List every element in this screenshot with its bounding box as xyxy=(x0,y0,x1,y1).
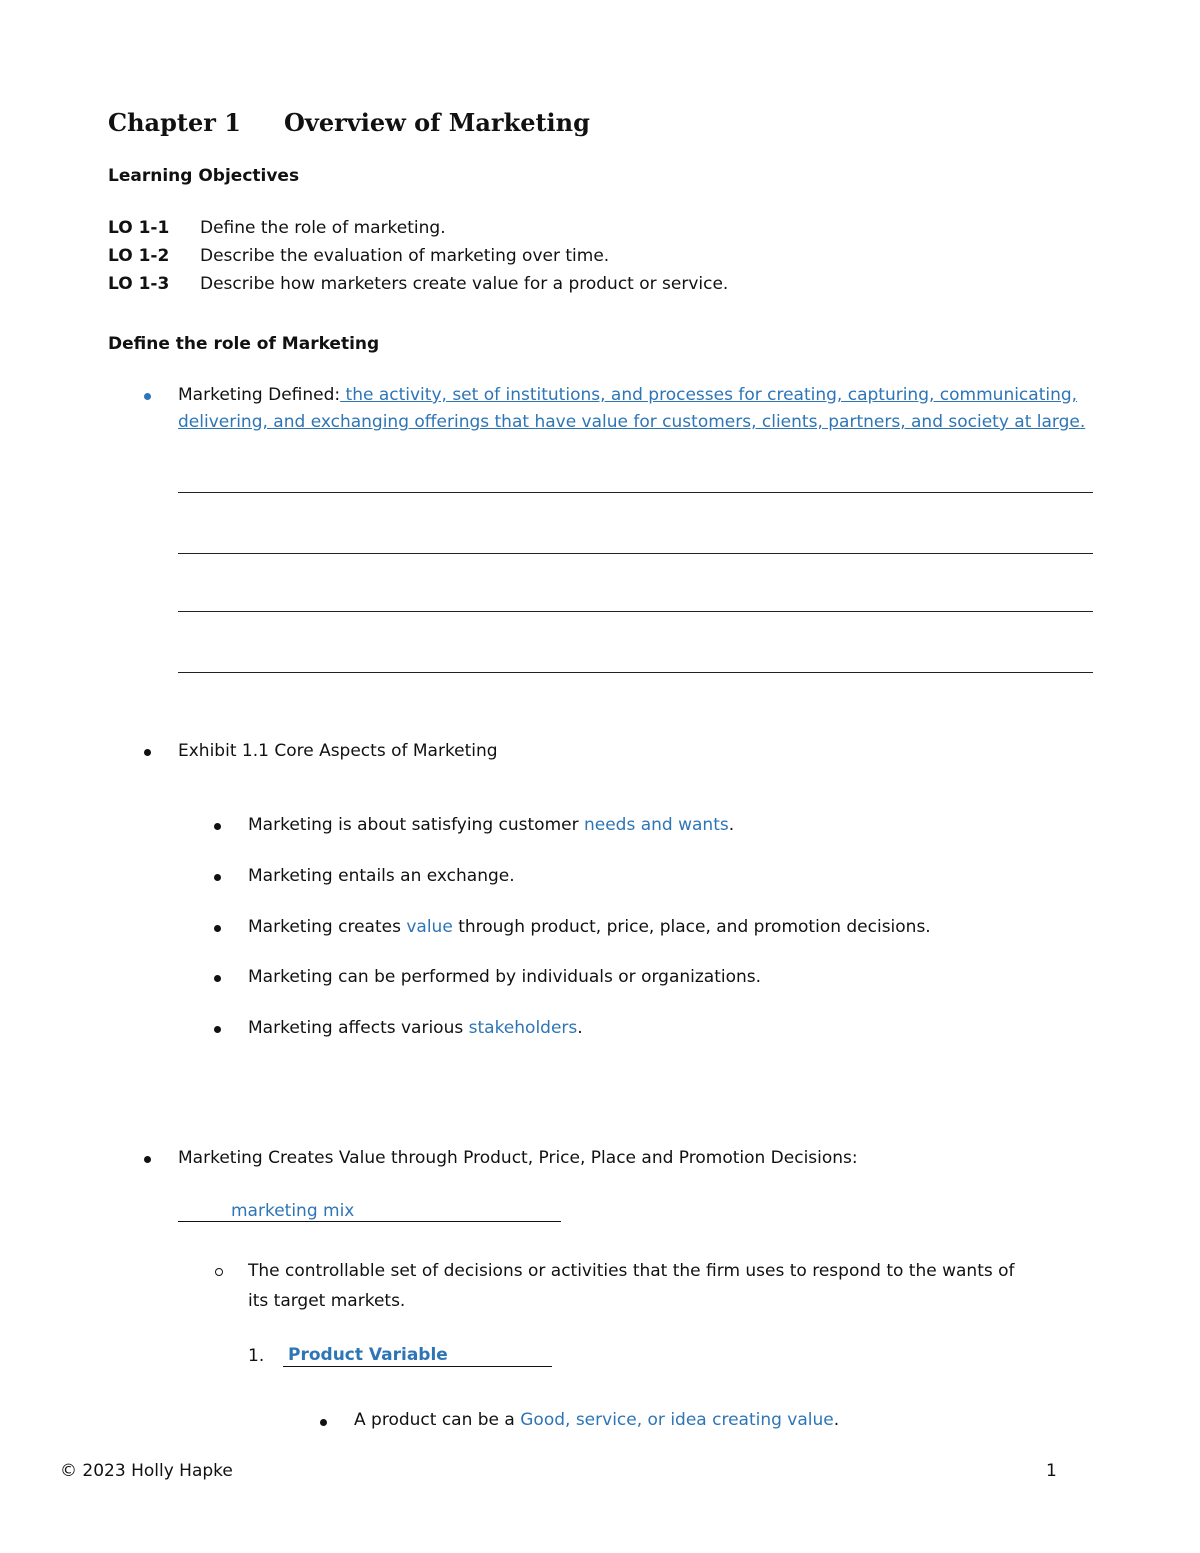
objective-text: Describe the evaluation of marketing over time. xyxy=(200,246,610,266)
marketing-mix-answer: marketing mix xyxy=(231,1201,355,1221)
item-answer: stakeholders xyxy=(468,1018,578,1038)
item-text: through product, price, place, and promotion decisions. xyxy=(452,917,931,937)
bullet-icon xyxy=(144,749,151,756)
exhibit-item xyxy=(248,1018,583,1038)
objective-code: LO 1-3 xyxy=(108,274,170,294)
exhibit-item xyxy=(248,815,734,835)
item-text: . xyxy=(577,1018,583,1038)
item-text: . xyxy=(728,815,735,835)
blank-answer-line xyxy=(178,611,1093,612)
item-text: Marketing creates xyxy=(248,917,407,937)
copyright: © 2023 Holly Hapke xyxy=(60,1461,233,1481)
objective-text: Define the role of marketing. xyxy=(200,218,446,238)
exhibit-item: Marketing can be performed by individuals or organizations. xyxy=(248,967,762,987)
chapter-title: Overview of Marketing xyxy=(284,108,590,137)
bullet-icon xyxy=(144,393,151,400)
product-variable-answer: Product Variable xyxy=(288,1345,448,1365)
sub-point-text: The controllable set of decisions or activities that the firm uses to respond to the wants of xyxy=(248,1261,1015,1281)
item-answer: value xyxy=(406,917,453,937)
definition-label: Marketing Defined: xyxy=(178,385,341,405)
bullet-icon xyxy=(214,874,221,881)
chapter-number: Chapter 1 xyxy=(108,108,241,137)
item-text: A product can be a xyxy=(354,1410,521,1430)
value-heading: Marketing Creates Value through Product, Price, Place and Promotion Decisions: xyxy=(178,1148,858,1168)
objective-text: Describe how marketers create value for a product or service. xyxy=(200,274,729,294)
item-text: Marketing is about satisfying customer xyxy=(248,815,584,835)
blank-answer-line xyxy=(178,492,1093,493)
product-item xyxy=(354,1410,839,1430)
definition-line xyxy=(178,385,1077,405)
bullet-icon xyxy=(214,823,221,830)
blank-answer-line xyxy=(178,553,1093,554)
page-number: 1 xyxy=(1046,1461,1057,1481)
section-heading: Define the role of Marketing xyxy=(108,334,380,354)
definition-answer-continued: delivering, and exchanging offerings that have value for customers, clients, partners, and society at large. xyxy=(178,412,1086,432)
list-number: 1. xyxy=(248,1346,265,1366)
bullet-icon xyxy=(214,975,221,982)
exhibit-title: Exhibit 1.1 Core Aspects of Marketing xyxy=(178,741,498,761)
objective-code: LO 1-1 xyxy=(108,218,170,238)
objective-code: LO 1-2 xyxy=(108,246,170,266)
item-answer: Good, service, or idea creating value xyxy=(520,1410,834,1430)
item-answer: needs and wants xyxy=(583,815,729,835)
item-text: Marketing affects various xyxy=(248,1018,469,1038)
answer-blank-line xyxy=(178,1221,561,1222)
definition-answer: the activity, set of institutions, and processes for creating, capturing, communicating, xyxy=(340,385,1078,405)
answer-blank-line xyxy=(283,1366,552,1367)
hollow-bullet-icon xyxy=(215,1268,223,1276)
blank-answer-line xyxy=(178,672,1093,673)
exhibit-item: Marketing entails an exchange. xyxy=(248,866,515,886)
bullet-icon xyxy=(214,1026,221,1033)
item-text: . xyxy=(833,1410,840,1430)
bullet-icon xyxy=(214,925,221,932)
bullet-icon xyxy=(144,1156,151,1163)
exhibit-item xyxy=(248,917,931,937)
learning-objectives-heading: Learning Objectives xyxy=(108,166,300,186)
sub-point-text: its target markets. xyxy=(248,1291,406,1311)
bullet-icon xyxy=(320,1419,327,1426)
